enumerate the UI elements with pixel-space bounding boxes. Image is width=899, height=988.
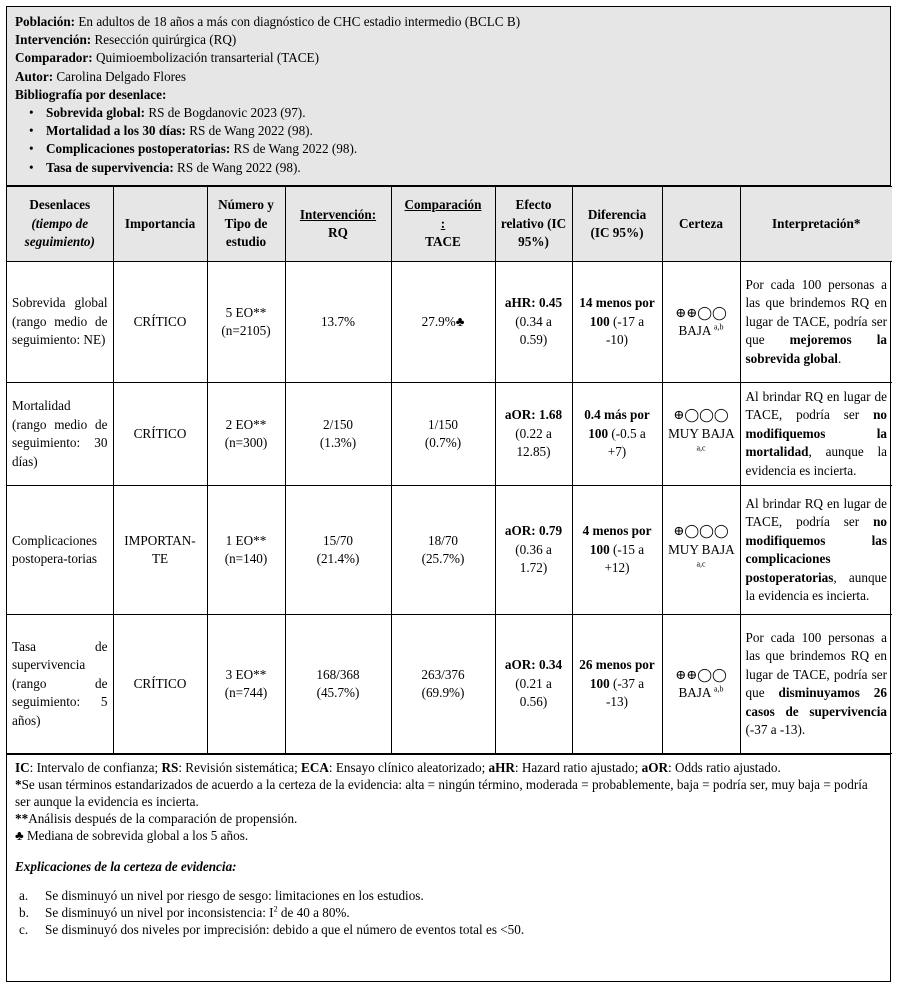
col-certeza: Certeza [662, 187, 740, 262]
interpretacion-cell [740, 262, 892, 383]
bibliografia-item: • Mortalidad a los 30 días: RS de Wang 2022 (98). [46, 122, 882, 140]
club-icon: ♣ [15, 828, 24, 843]
interpretacion-text: . [837, 350, 842, 366]
importancia-cell: CRÍTICO [113, 262, 207, 383]
diferencia-cell: 14 menos por 100 (-17 a -10) [572, 262, 662, 383]
bibliografia-heading: Bibliografía por desenlace: [15, 86, 167, 102]
bibliografia-item: • Complicaciones postoperatorias: RS de Wang 2022 (98). [46, 140, 882, 158]
efecto-cell: aHR: 0.45 (0.34 a 0.59) [495, 262, 572, 383]
importancia-cell: CRÍTICO [113, 615, 207, 754]
efecto-cell: aOR: 0.79 (0.36 a 1.72) [495, 486, 572, 615]
interpretacion-text: no modifiquemos las complicaciones postoperatorias [745, 514, 887, 585]
col-comparacion: Comparación : TACE [391, 187, 495, 262]
column-header-row [7, 187, 892, 262]
interpretacion-text: Por cada 100 personas a las que brindemos RQ en lugar de TACE, podría ser que [745, 276, 887, 348]
certeza-cell: ⊕◯◯◯ MUY BAJA $^{a,c}$ [662, 383, 740, 486]
bibliografia-item: • Tasa de supervivencia: RS de Wang 2022 (98). [46, 159, 882, 177]
col-desenlaces: Desenlaces (tiempo de seguimiento) [7, 187, 113, 262]
diferencia-cell: 26 menos por 100 (-37 a -13) [572, 615, 662, 754]
explanation-item: a. Se disminuyó un nivel por riesgo de sesgo: limitaciones en los estudios. [19, 888, 424, 903]
certeza-symbols-icon: ⊕⊕◯◯ [675, 304, 727, 320]
certeza-symbols-icon: ⊕⊕◯◯ [675, 666, 727, 682]
explanations-title: Explicaciones de la certeza de evidencia: [15, 859, 237, 874]
desenlace-cell: Sobrevida global (rango medio de seguimiento: NE) [7, 262, 113, 383]
table-row [7, 486, 892, 615]
estudios-cell: 1 EO** (n=140) [207, 486, 285, 615]
interpretacion-cell [740, 615, 892, 754]
note-median: ♣ Mediana de sobrevida global a los 5 años. [15, 828, 249, 843]
col-diferencia: Diferencia (IC 95%) [572, 187, 662, 262]
certeza-symbols-icon: ⊕◯◯◯ [673, 407, 729, 423]
bibliografia-list [15, 104, 882, 177]
interpretacion-text: (-37 a -13). [745, 722, 806, 737]
interpretacion-text: , aunque la evidencia es incierta. [745, 569, 887, 603]
note-propensity: **Análisis después de la comparación de propensión. [15, 811, 298, 826]
certeza-cell: ⊕⊕◯◯ BAJA $^{a,b}$ [662, 615, 740, 754]
certeza-cell: ⊕⊕◯◯ BAJA $^{a,b}$ [662, 262, 740, 383]
col-importancia: Importancia [113, 187, 207, 262]
desenlace-cell: Tasa de supervivencia (rango de seguimiento: 5 años) [7, 615, 113, 754]
efecto-cell: aOR: 1.68 (0.22 a 12.85) [495, 383, 572, 486]
interpretacion-text: Al brindar RQ en lugar de TACE, podría ser [745, 495, 887, 529]
importancia-cell: IMPORTAN-TE [113, 486, 207, 615]
interpretacion-text: disminuyamos 26 casos de supervivencia [745, 685, 887, 719]
col-interpretacion: Interpretación* [740, 187, 892, 262]
table-header-info [7, 7, 890, 186]
note-terminology: *Se usan términos estandarizados de acuerdo a la certeza de la evidencia: alta = ningún término, moderada = probablemente, baja = podría ser, muy baja = podría ser aunque la evidencia es incierta. [15, 777, 868, 809]
autor-line: Autor: Carolina Delgado Flores [15, 68, 187, 84]
comparador-line: Comparador: Quimioembolización transarterial (TACE) [15, 50, 320, 66]
interpretacion-text: Al brindar RQ en lugar de TACE, podría ser [745, 388, 887, 423]
table-row [7, 383, 892, 486]
comparacion-cell: 263/376 (69.9%) [391, 615, 495, 754]
intervencion-cell: 13.7% [285, 262, 391, 383]
intervencion-cell: 2/150 (1.3%) [285, 383, 391, 486]
certeza-cell: ⊕◯◯◯ MUY BAJA $^{a,c}$ [662, 486, 740, 615]
poblacion-line: Población: En adultos de 18 años a más con diagnóstico de CHC estadio intermedio (BCLC B) [15, 14, 521, 29]
estudios-cell: 3 EO** (n=744) [207, 615, 285, 754]
diferencia-cell: 0.4 más por 100 (-0.5 a +7) [572, 383, 662, 486]
summary-of-findings-table [6, 6, 891, 982]
certeza-symbols-icon: ⊕◯◯◯ [673, 523, 729, 539]
table-row [7, 262, 892, 383]
table-footnotes [7, 754, 890, 942]
interpretacion-cell [740, 383, 892, 486]
results-table [7, 186, 892, 754]
desenlace-cell: Complicaciones postopera-torias [7, 486, 113, 615]
interpretacion-text: no modifiquemos la mortalidad [745, 407, 887, 460]
col-intervencion: Intervención: RQ [285, 187, 391, 262]
col-efecto: Efecto relativo (IC 95%) [495, 187, 572, 262]
desenlace-cell: Mortalidad (rango medio de seguimiento: 30 días) [7, 383, 113, 486]
estudios-cell: 5 EO** (n=2105) [207, 262, 285, 383]
bibliografia-item: • Sobrevida global: RS de Bogdanovic 2023 (97). [46, 104, 882, 122]
intervencion-line: Intervención: Resección quirúrgica (RQ) [15, 32, 237, 48]
comparacion-cell: 18/70 (25.7%) [391, 486, 495, 615]
col-numero: Número y Tipo de estudio [207, 187, 285, 262]
explanation-item: b. Se disminuyó un nivel por inconsistencia: $I^2$ de 40 a 80%. [19, 904, 350, 920]
interpretacion-cell [740, 486, 892, 615]
table-row [7, 615, 892, 754]
explanation-item: c. Se disminuyó dos niveles por imprecisión: debido a que el número de eventos total es <50. [19, 922, 525, 937]
importancia-cell: CRÍTICO [113, 383, 207, 486]
intervencion-cell: 168/368 (45.7%) [285, 615, 391, 754]
interpretacion-text: , aunque la evidencia es incierta. [745, 444, 887, 478]
comparacion-cell: 1/150 (0.7%) [391, 383, 495, 486]
interpretacion-text: mejoremos la sobrevida global [745, 332, 887, 366]
diferencia-cell: 4 menos por 100 (-15 a +12) [572, 486, 662, 615]
comparacion-cell: 27.9%♣ [391, 262, 495, 383]
interpretacion-text: Por cada 100 personas a las que brindemos RQ en lugar de TACE, podría ser que [745, 629, 887, 700]
intervencion-cell: 15/70 (21.4%) [285, 486, 391, 615]
abbreviations-line: IC: Intervalo de confianza; RS: Revisión sistemática; ECA: Ensayo clínico aleatorizado; aHR: Hazard ratio ajustado; aOR: Odds ratio ajustado. [15, 760, 781, 775]
efecto-cell: aOR: 0.34 (0.21 a 0.56) [495, 615, 572, 754]
estudios-cell: 2 EO** (n=300) [207, 383, 285, 486]
